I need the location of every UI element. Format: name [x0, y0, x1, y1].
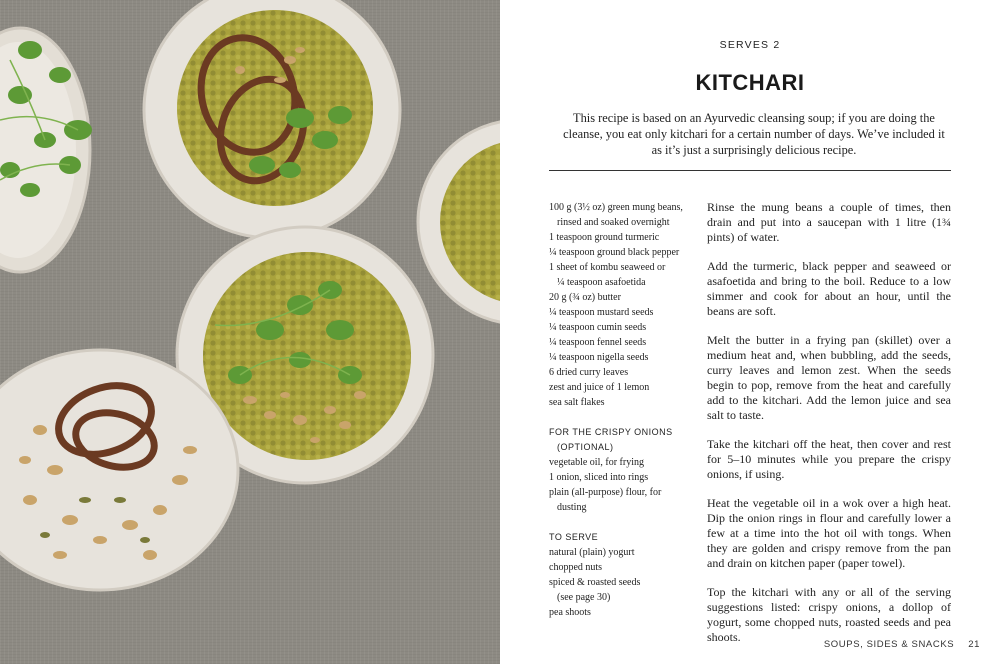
serves-label: SERVES 2: [719, 39, 781, 51]
ingredient-line: sea salt flakes: [549, 397, 605, 408]
ingredient-line: natural (plain) yogurt: [549, 547, 635, 558]
ingredient-line: dusting: [557, 502, 587, 513]
ingredients-list: [549, 200, 709, 620]
ingredient-line: ¼ teaspoon ground black pepper: [549, 247, 680, 258]
recipe-page: [500, 0, 1000, 664]
ingredient-line: plain (all-purpose) flour, for: [549, 487, 662, 498]
page-footer: [824, 639, 980, 650]
ingredient-line: spiced & roasted seeds: [549, 577, 641, 588]
ingredient-line: chopped nuts: [549, 562, 603, 573]
page-number: 21: [968, 639, 980, 650]
ingredient-line: 100 g (3½ oz) green mung beans,: [549, 202, 683, 213]
ingredient-line: rinsed and soaked overnight: [557, 217, 670, 228]
ingredient-line: pea shoots: [549, 607, 591, 618]
ingredient-line: ¼ teaspoon mustard seeds: [549, 307, 654, 318]
bowl-top: [144, 0, 400, 238]
bowl-right: [418, 120, 500, 324]
method-step: Take the kitchari off the heat, then cover and rest for 5–10 minutes while you prepare the crispy onions, if using.: [707, 437, 951, 481]
method-step: Heat the vegetable oil in a wok over a high heat. Dip the onion rings in flour and carefully lower a few at a time into the hot oil with tongs. When they are golden and crispy remove from the pan and drain on kitchen paper (paper towel).: [707, 496, 951, 570]
method-step: Melt the butter in a frying pan (skillet) over a medium heat and, when bubbling, add the seeds, curry leaves and lemon zest. When the seeds begin to pop, remove from the heat and carefully add to the kitchari. Add the lemon juice and sea salt to taste.: [707, 333, 951, 422]
method-step: Rinse the mung beans a couple of times, then drain and put into a saucepan with 1 litre (1¾ pints) of water.: [707, 200, 951, 244]
crispy-onions-heading: FOR THE CRISPY ONIONS: [549, 427, 673, 437]
to-serve-heading: TO SERVE: [549, 532, 599, 542]
ingredient-line: ¼ teaspoon fennel seeds: [549, 337, 647, 348]
ingredient-line: 1 onion, sliced into rings: [549, 472, 649, 483]
recipe-title: KITCHARI: [695, 70, 805, 95]
ingredient-line: zest and juice of 1 lemon: [549, 382, 650, 393]
section-name: SOUPS, SIDES & SNACKS: [823, 639, 955, 650]
ingredient-line: 6 dried curry leaves: [549, 367, 629, 378]
ingredient-line: vegetable oil, for frying: [549, 457, 644, 468]
ingredient-line: ¼ teaspoon cumin seeds: [549, 322, 647, 333]
ingredient-line: ¼ teaspoon asafoetida: [557, 277, 646, 288]
plate-pea-shoots: [0, 28, 92, 272]
method-step: Top the kitchari with any or all of the serving suggestions listed: crispy onions, a dollop of yogurt, some chopped nuts, roasted seeds and pea shoots.: [707, 585, 951, 644]
crispy-onions-optional-label: (OPTIONAL): [557, 442, 614, 452]
method-step: Add the turmeric, black pepper and seaweed or asafoetida and bring to the boil. Reduce to a low simmer and cook for about an hour, until the beans are soft.: [707, 259, 951, 318]
ingredient-line: 1 sheet of kombu seaweed or: [549, 262, 666, 273]
ingredient-line: ¼ teaspoon nigella seeds: [549, 352, 649, 363]
ingredient-line: 1 teaspoon ground turmeric: [549, 232, 660, 243]
divider-rule: [549, 170, 951, 171]
method-steps: [707, 200, 951, 659]
recipe-intro: This recipe is based on an Ayurvedic cleansing soup; if you are doing the cleanse, you eat only kitchari for a certain number of days. We’ve included it as it’s just a surprisingly delicious recipe.: [563, 111, 945, 157]
ingredient-line: 20 g (¾ oz) butter: [549, 292, 621, 303]
ingredient-line: (see page 30): [557, 592, 611, 603]
